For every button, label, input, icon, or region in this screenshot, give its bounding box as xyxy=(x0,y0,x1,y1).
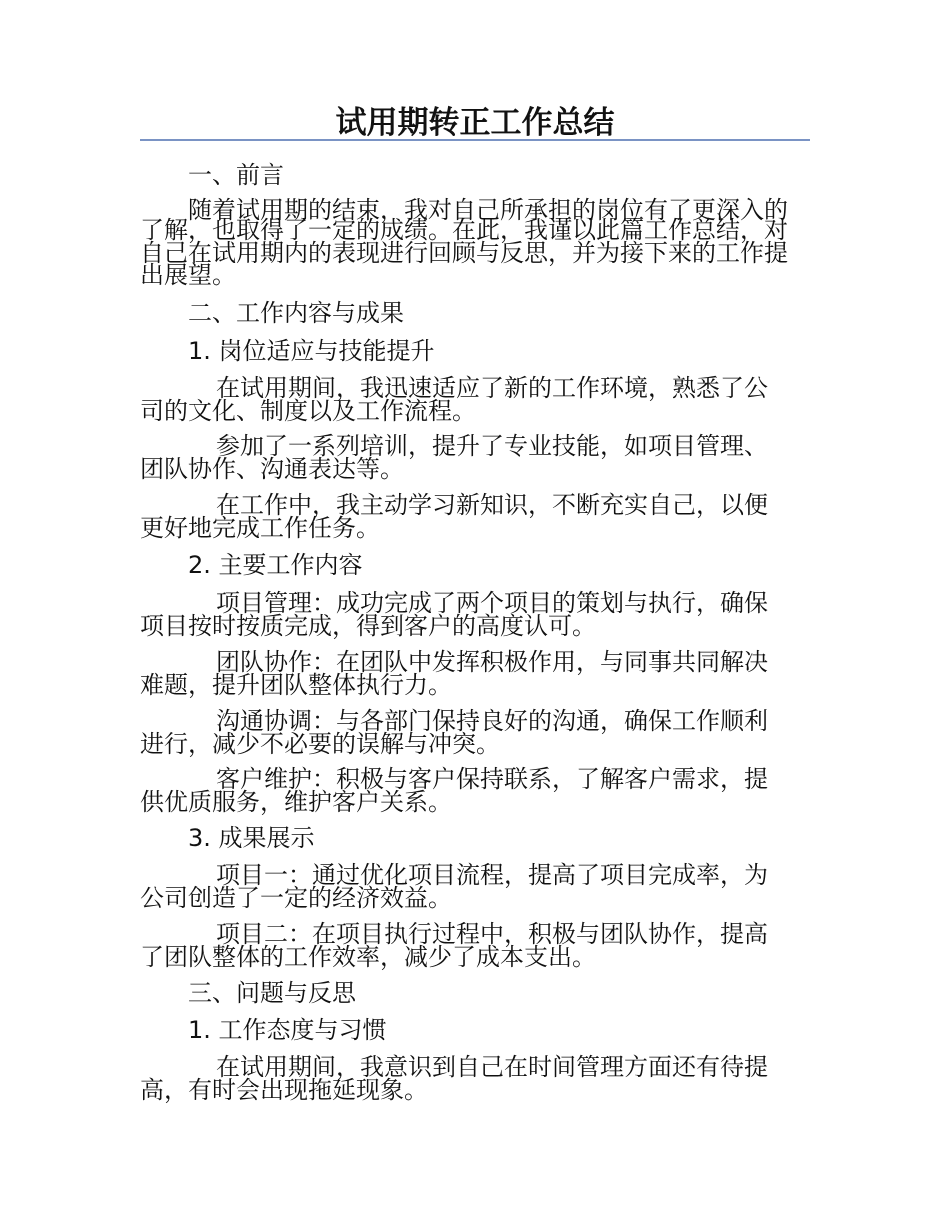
paragraph-line: 自己在试用期内的表现进行回顾与反思，并为接下来的工作提 xyxy=(140,239,788,267)
paragraph-line: 项目按时按质完成，得到客户的高度认可。 xyxy=(140,612,596,640)
paragraph-line: 团队协作：在团队中发挥积极作用，与同事共同解决 xyxy=(216,648,768,676)
subsection-heading: 1. 岗位适应与技能提升 xyxy=(188,337,435,365)
paragraph-line: 在试用期间，我意识到自己在时间管理方面还有待提 xyxy=(216,1053,768,1081)
paragraph-line: 进行，减少不必要的误解与冲突。 xyxy=(140,730,500,758)
paragraph-line: 公司创造了一定的经济效益。 xyxy=(140,884,452,912)
section-heading-work: 二、工作内容与成果 xyxy=(188,299,404,327)
subsection-heading: 2. 主要工作内容 xyxy=(188,551,363,579)
section-heading-preface: 一、前言 xyxy=(188,161,284,189)
document-title: 试用期转正工作总结 xyxy=(335,105,615,141)
paragraph-line: 参加了一系列培训，提升了专业技能，如项目管理、 xyxy=(216,432,768,460)
paragraph-line: 供优质服务，维护客户关系。 xyxy=(140,788,452,816)
paragraph-line: 团队协作、沟通表达等。 xyxy=(140,455,404,483)
paragraph-line: 项目管理：成功完成了两个项目的策划与执行，确保 xyxy=(216,589,768,617)
paragraph-line: 随着试用期的结束，我对自己所承担的岗位有了更深入的 xyxy=(188,196,788,224)
paragraph-line: 了解，也取得了一定的成绩。在此，我谨以此篇工作总结，对 xyxy=(140,216,788,244)
section-heading-reflection: 三、问题与反思 xyxy=(188,979,356,1007)
paragraph-line: 了团队整体的工作效率，减少了成本支出。 xyxy=(140,943,596,971)
paragraph-line: 沟通协调：与各部门保持良好的沟通，确保工作顺利 xyxy=(216,707,768,735)
subsection-heading: 1. 工作态度与习惯 xyxy=(188,1016,387,1044)
paragraph-line: 项目二：在项目执行过程中，积极与团队协作，提高 xyxy=(216,920,768,948)
paragraph-line: 在工作中，我主动学习新知识，不断充实自己，以便 xyxy=(216,491,768,519)
paragraph-line: 项目一：通过优化项目流程，提高了项目完成率，为 xyxy=(216,861,768,889)
paragraph-line: 更好地完成工作任务。 xyxy=(140,514,380,542)
paragraph-line: 难题，提升团队整体执行力。 xyxy=(140,671,452,699)
paragraph-line: 客户维护：积极与客户保持联系，了解客户需求，提 xyxy=(216,765,768,793)
title-underline xyxy=(140,139,810,141)
paragraph-line: 在试用期间，我迅速适应了新的工作环境，熟悉了公 xyxy=(216,374,768,402)
paragraph-line: 高，有时会出现拖延现象。 xyxy=(140,1076,428,1104)
subsection-heading: 3. 成果展示 xyxy=(188,824,315,852)
paragraph-line: 司的文化、制度以及工作流程。 xyxy=(140,397,476,425)
paragraph-line: 出展望。 xyxy=(140,261,236,289)
